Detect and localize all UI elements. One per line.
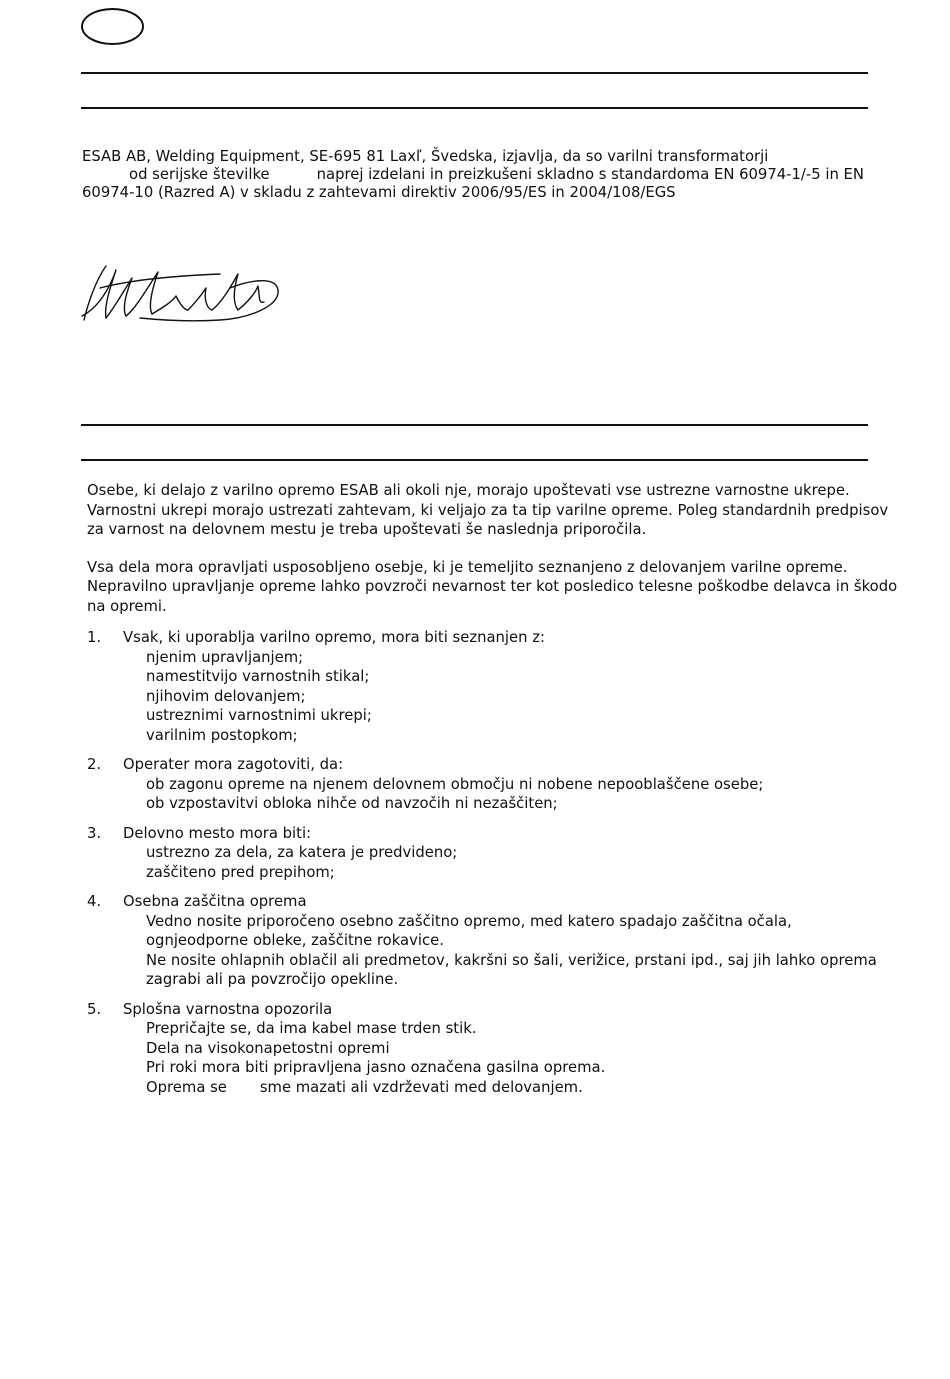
item-number: 3.: [87, 824, 102, 842]
section-rule-top: [81, 424, 868, 426]
list-item: [87, 1000, 877, 1098]
header-rule-bottom: [81, 107, 868, 109]
sub-item: zagrabi ali pa povzročijo opekline.: [146, 971, 399, 988]
declaration-line: ESAB AB, Welding Equipment, SE-695 81 Laxľ, Švedska, izjavlja, da so varilni transformatorji: [82, 148, 769, 165]
item-title: Osebna zaščitna oprema: [123, 893, 307, 910]
paragraph-line: Nepravilno upravljanje opreme lahko povzroči nevarnost ter kot posledico telesne poškodbe delavca in škodo: [87, 578, 898, 595]
item-title: Delovno mesto mora biti:: [123, 824, 312, 842]
item-title: Operater mora zagotoviti, da:: [123, 756, 344, 773]
sub-item: Vedno nosite priporočeno osebno zaščitno opremo, med katero spadajo zaščitna očala,: [146, 912, 792, 930]
paragraph-line: Osebe, ki delajo z varilno opremo ESAB ali okoli nje, morajo upoštevati vse ustrezne varnostne ukrepe.: [87, 482, 850, 499]
sub-item: njenim upravljanjem;: [146, 648, 304, 666]
sub-item: ustreznimi varnostnimi ukrepi;: [146, 707, 372, 724]
sub-item: Prepričajte se, da ima kabel mase trden stik.: [146, 1020, 477, 1037]
section-rule-bottom: [81, 459, 868, 461]
sub-item: namestitvijo varnostnih stikal;: [146, 668, 370, 685]
sub-item: zaščiteno pred prepihom;: [146, 863, 335, 881]
list-item: [87, 824, 877, 883]
qualification-paragraph: [87, 558, 898, 617]
item-title: Splošna varnostna opozorila: [123, 1000, 333, 1018]
sub-item: ob vzpostavitvi obloka nihče od navzočih ni nezaščiten;: [146, 795, 558, 812]
sub-item: Ne nosite ohlapnih oblačil ali predmetov, kakršni so šali, verižice, prstani ipd., saj jih lahko oprema: [146, 951, 877, 969]
item-number: 1.: [87, 629, 102, 646]
declaration-line: od serijske številke naprej izdelani in preizkušeni skladno s standardoma EN 60974-1/-5 in EN: [82, 166, 864, 183]
paragraph-line: Varnostni ukrepi morajo ustrezati zahtevam, ki veljajo za ta tip varilne opreme. Poleg standardnih predpisov: [87, 501, 889, 519]
item-number: 4.: [87, 893, 102, 910]
safety-section: [87, 481, 898, 1107]
declaration-of-conformity: [82, 148, 872, 202]
sub-item: njihovim delovanjem;: [146, 687, 306, 705]
header-rule-top: [81, 72, 868, 74]
intro-paragraph: [87, 481, 889, 540]
sub-item: ognjeodporne obleke, zaščitne rokavice.: [146, 932, 444, 949]
language-code-oval: [81, 8, 144, 45]
sub-item: ob zagonu opreme na njenem delovnem območju ni nobene nepooblaščene osebe;: [146, 775, 764, 793]
sub-item: ustrezno za dela, za katera je predvideno;: [146, 844, 458, 861]
declaration-line: 60974-10 (Razred A) v skladu z zahtevami direktiv 2006/95/ES in 2004/108/EGS: [82, 184, 676, 201]
sub-item: varilnim postopkom;: [146, 726, 298, 744]
item-number: 5.: [87, 1000, 102, 1018]
sub-item: Dela na visokonapetostni opremi: [146, 1039, 390, 1057]
sub-item: Pri roki mora biti pripravljena jasno označena gasilna oprema.: [146, 1059, 606, 1076]
paragraph-line: Vsa dela mora opravljati usposobljeno osebje, ki je temeljito seznanjeno z delovanjem varilne opreme.: [87, 558, 848, 576]
list-item: [87, 892, 877, 990]
paragraph-line: za varnost na delovnem mestu je treba upoštevati še naslednja priporočila.: [87, 521, 647, 538]
paragraph-line: na opremi.: [87, 597, 167, 615]
list-item: [87, 628, 877, 745]
item-title: Vsak, ki uporablja varilno opremo, mora biti seznanjen z:: [123, 629, 545, 646]
sub-item: Oprema se sme mazati ali vzdrževati med delovanjem.: [146, 1078, 583, 1096]
item-number: 2.: [87, 756, 102, 773]
handwritten-signature: [80, 258, 285, 326]
list-item: [87, 755, 877, 814]
